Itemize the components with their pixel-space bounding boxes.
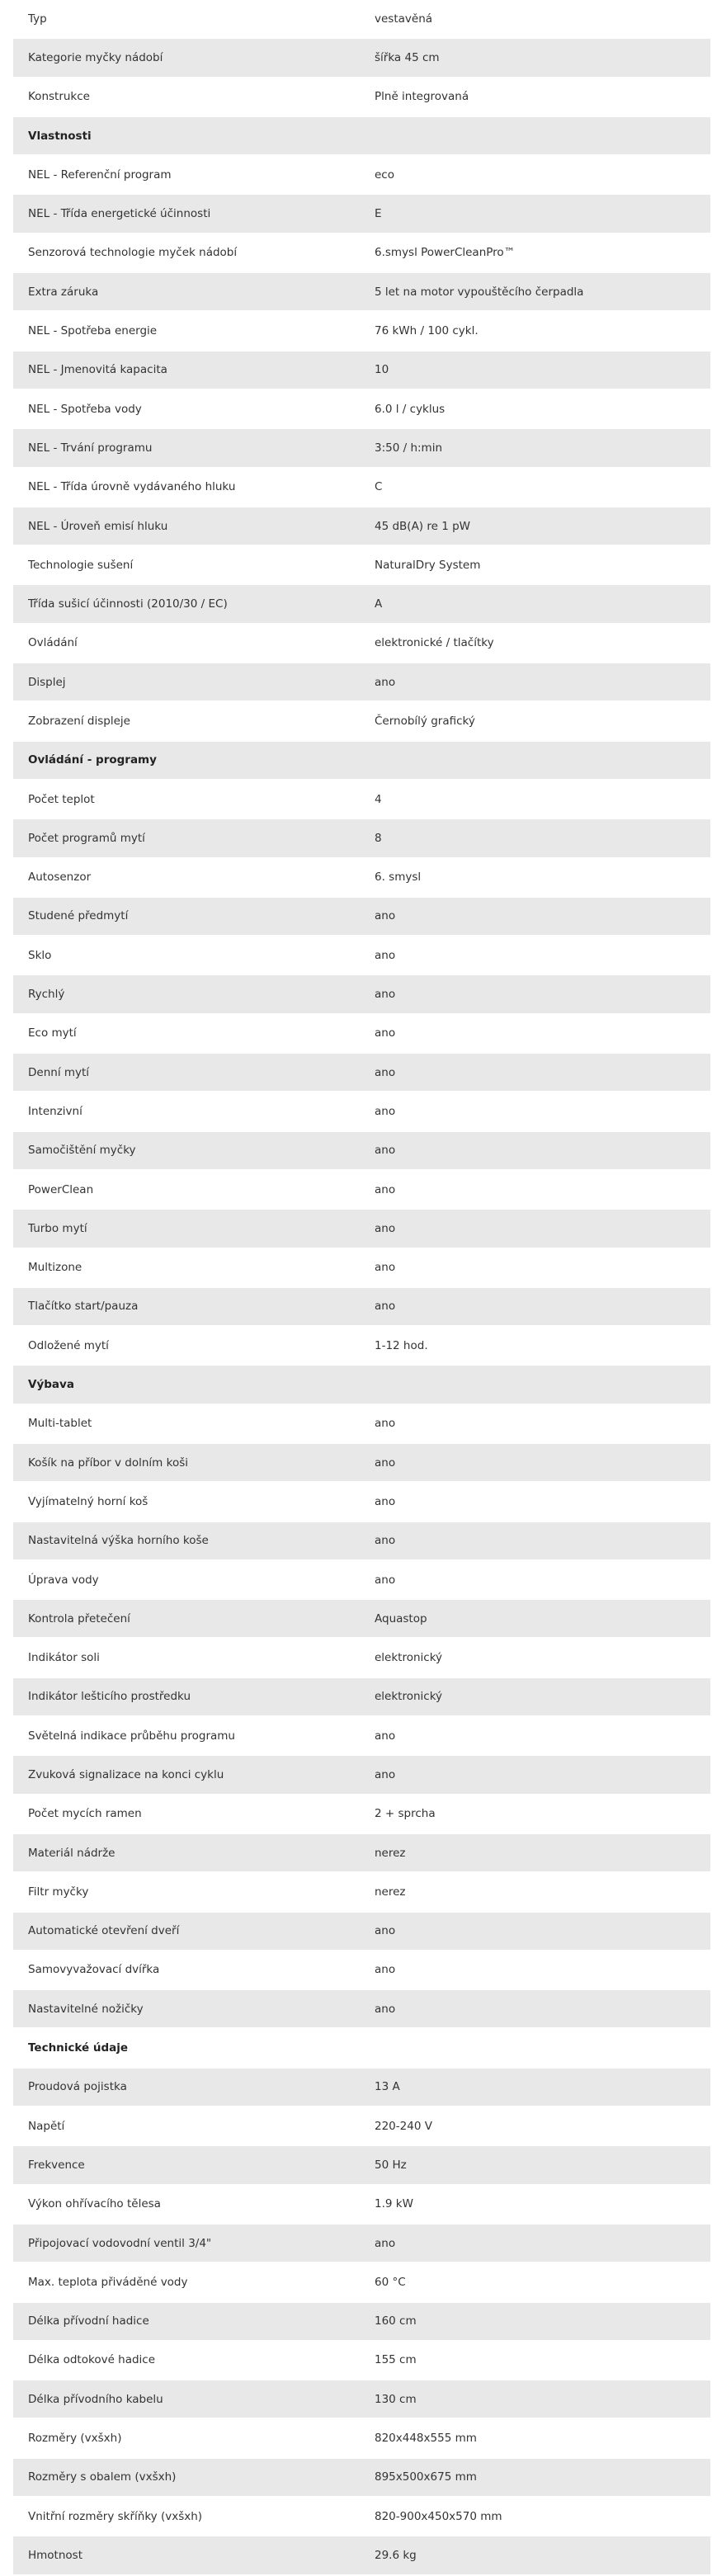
- spec-value: ano: [375, 1065, 396, 1079]
- spec-name: Studené předmytí: [28, 909, 129, 923]
- spec-row: [13, 469, 710, 507]
- spec-value: 1.9 kW: [375, 2197, 413, 2211]
- spec-name: Multi-tablet: [28, 1417, 92, 1431]
- spec-value: 45 dB(A) re 1 pW: [375, 519, 471, 533]
- spec-name: Délka přívodního kabelu: [28, 2392, 163, 2406]
- spec-row: [13, 234, 710, 273]
- spec-value: ano: [375, 1768, 396, 1781]
- spec-name: Filtr myčky: [28, 1885, 89, 1899]
- spec-name: Rozměry s obalem (vxšxh): [28, 2470, 177, 2484]
- spec-row: [13, 546, 710, 585]
- spec-name: Automatické otevření dveří: [28, 1924, 180, 1938]
- spec-name: Materiál nádrže: [28, 1846, 116, 1860]
- spec-row: [13, 1054, 710, 1092]
- spec-name: Odložené mytí: [28, 1338, 109, 1352]
- spec-row: [13, 78, 710, 117]
- spec-name: Počet mycích ramen: [28, 1807, 142, 1821]
- spec-row: [13, 1483, 710, 1522]
- spec-row: [13, 1561, 710, 1600]
- section-header-row: [13, 2029, 710, 2068]
- spec-value: ano: [375, 909, 396, 923]
- spec-row: [13, 2107, 710, 2146]
- spec-row: [13, 1600, 710, 1639]
- spec-value: vestavěná: [375, 12, 433, 26]
- spec-value: 29.6 kg: [375, 2548, 417, 2562]
- spec-row: [13, 937, 710, 975]
- spec-row: [13, 2498, 710, 2536]
- spec-name: Vyjímatelný horní koš: [28, 1494, 149, 1508]
- spec-name: Konstrukce: [28, 90, 90, 104]
- spec-row: [13, 1756, 710, 1795]
- spec-name: Kategorie myčky nádobí: [28, 50, 163, 64]
- spec-name: Senzorová technologie myček nádobí: [28, 246, 238, 260]
- spec-row: [13, 1171, 710, 1210]
- spec-value: 13 A: [375, 2080, 400, 2094]
- spec-value: elektronický: [375, 1651, 443, 1665]
- spec-row: [13, 819, 710, 858]
- spec-row: [13, 2459, 710, 2498]
- spec-row: [13, 1678, 710, 1717]
- spec-value: E: [375, 207, 382, 221]
- spec-row: [13, 585, 710, 624]
- spec-name: Denní mytí: [28, 1065, 90, 1079]
- spec-value: ano: [375, 1534, 396, 1548]
- spec-name: NEL - Jmenovitá kapacita: [28, 363, 167, 377]
- spec-row: [13, 273, 710, 312]
- spec-name: NEL - Spotřeba vody: [28, 402, 142, 416]
- spec-name: PowerClean: [28, 1182, 94, 1196]
- spec-value: 2 + sprcha: [375, 1807, 436, 1821]
- spec-value: 60 °C: [375, 2275, 406, 2289]
- spec-name: Napětí: [28, 2119, 65, 2133]
- spec-row: [13, 39, 710, 78]
- spec-row: [13, 351, 710, 390]
- spec-value: ano: [375, 2002, 396, 2016]
- spec-name: Eco mytí: [28, 1026, 77, 1040]
- spec-name: NEL - Spotřeba energie: [28, 324, 158, 338]
- spec-row: [13, 429, 710, 468]
- spec-table: [13, 0, 710, 2576]
- spec-row: [13, 507, 710, 546]
- spec-name: Tlačítko start/pauza: [28, 1300, 139, 1314]
- spec-row: [13, 1015, 710, 1054]
- spec-row: [13, 1288, 710, 1327]
- spec-row: [13, 975, 710, 1014]
- spec-value: ano: [375, 1261, 396, 1275]
- spec-name: Zvuková signalizace na konci cyklu: [28, 1768, 224, 1781]
- spec-value: šířka 45 cm: [375, 50, 440, 64]
- spec-value: ano: [375, 2236, 396, 2250]
- spec-row: [13, 1873, 710, 1912]
- spec-row: [13, 898, 710, 937]
- spec-value: 820-900x450x570 mm: [375, 2509, 502, 2523]
- spec-row: [13, 1210, 710, 1248]
- spec-value: 4: [375, 792, 382, 806]
- spec-name: Indikátor lešticího prostředku: [28, 1690, 191, 1704]
- spec-name: Sklo: [28, 948, 52, 962]
- spec-value: ano: [375, 948, 396, 962]
- spec-name: Třída sušicí účinnosti (2010/30 / EC): [28, 597, 228, 611]
- spec-row: [13, 2419, 710, 2458]
- spec-row: [13, 156, 710, 195]
- spec-row: [13, 1327, 710, 1366]
- spec-value: ano: [375, 1729, 396, 1743]
- spec-name: Připojovací vodovodní ventil 3/4": [28, 2236, 212, 2250]
- spec-row: [13, 1990, 710, 2029]
- spec-row: [13, 625, 710, 663]
- spec-name: Rychlý: [28, 988, 65, 1002]
- spec-name: Frekvence: [28, 2158, 85, 2172]
- spec-row: [13, 1405, 710, 1444]
- spec-row: [13, 1092, 710, 1131]
- spec-row: [13, 781, 710, 819]
- spec-name: Vnitřní rozměry skříňky (vxšxh): [28, 2509, 203, 2523]
- spec-row: [13, 390, 710, 429]
- spec-name: Extra záruka: [28, 285, 99, 299]
- spec-value: ano: [375, 1573, 396, 1587]
- spec-value: 76 kWh / 100 cykl.: [375, 324, 479, 338]
- spec-value: ano: [375, 1144, 396, 1158]
- spec-name: Rozměry (vxšxh): [28, 2432, 122, 2446]
- spec-value: elektronické / tlačítky: [375, 636, 494, 650]
- section-title: Technické údaje: [28, 2041, 129, 2055]
- spec-row: [13, 1444, 710, 1483]
- spec-name: Multizone: [28, 1261, 83, 1275]
- spec-name: Samovyvažovací dvířka: [28, 1963, 160, 1977]
- spec-name: Košík na příbor v dolním koši: [28, 1455, 188, 1470]
- spec-value: Černobílý grafický: [375, 714, 475, 728]
- spec-value: ano: [375, 1026, 396, 1040]
- spec-name: Nastavitelná výška horního koše: [28, 1534, 209, 1548]
- spec-value: ano: [375, 1104, 396, 1118]
- spec-value: NaturalDry System: [375, 558, 481, 572]
- spec-row: [13, 2342, 710, 2380]
- spec-value: nerez: [375, 1885, 406, 1899]
- spec-value: ano: [375, 988, 396, 1002]
- spec-row: [13, 1951, 710, 1990]
- spec-value: eco: [375, 167, 394, 182]
- spec-value: 820x448x555 mm: [375, 2432, 477, 2446]
- section-header-row: [13, 742, 710, 781]
- spec-name: Samočištění myčky: [28, 1144, 136, 1158]
- spec-row: [13, 2536, 710, 2575]
- spec-row: [13, 702, 710, 741]
- spec-row: [13, 1522, 710, 1561]
- spec-value: ano: [375, 1494, 396, 1508]
- spec-row: [13, 0, 710, 39]
- spec-value: 6.smysl PowerCleanPro™: [375, 246, 516, 260]
- spec-value: ano: [375, 675, 396, 689]
- spec-value: ano: [375, 1417, 396, 1431]
- spec-name: Nastavitelné nožičky: [28, 2002, 144, 2016]
- spec-value: C: [375, 480, 383, 494]
- spec-value: 130 cm: [375, 2392, 417, 2406]
- spec-value: ano: [375, 1924, 396, 1938]
- spec-row: [13, 2069, 710, 2107]
- spec-row: [13, 1639, 710, 1677]
- section-title: Výbava: [28, 1378, 74, 1392]
- spec-name: Displej: [28, 675, 66, 689]
- spec-name: Kontrola přetečení: [28, 1611, 130, 1625]
- spec-value: nerez: [375, 1846, 406, 1860]
- spec-value: 1-12 hod.: [375, 1338, 428, 1352]
- spec-row: [13, 1795, 710, 1834]
- spec-value: 8: [375, 831, 382, 845]
- spec-value: Plně integrovaná: [375, 90, 469, 104]
- spec-name: Indikátor soli: [28, 1651, 100, 1665]
- spec-value: 220-240 V: [375, 2119, 432, 2133]
- section-title: Vlastnosti: [28, 129, 92, 143]
- spec-name: Délka přívodní hadice: [28, 2314, 149, 2328]
- spec-row: [13, 2186, 710, 2225]
- spec-row: [13, 2263, 710, 2302]
- spec-value: 6. smysl: [375, 870, 422, 885]
- spec-name: NEL - Třída úrovně vydávaného hluku: [28, 480, 236, 494]
- spec-value: Aquastop: [375, 1611, 427, 1625]
- spec-value: 10: [375, 363, 389, 377]
- spec-name: Turbo mytí: [28, 1221, 87, 1235]
- spec-name: Ovládání: [28, 636, 78, 650]
- spec-name: Max. teplota přiváděné vody: [28, 2275, 188, 2289]
- spec-name: NEL - Třída energetické účinnosti: [28, 207, 211, 221]
- spec-name: Výkon ohřívacího tělesa: [28, 2197, 161, 2211]
- spec-row: [13, 2146, 710, 2185]
- section-title: Ovládání - programy: [28, 753, 157, 767]
- spec-value: 50 Hz: [375, 2158, 407, 2172]
- spec-row: [13, 1717, 710, 1756]
- spec-value: A: [375, 597, 383, 611]
- spec-row: [13, 663, 710, 702]
- spec-name: Typ: [28, 12, 47, 26]
- spec-value: 155 cm: [375, 2353, 417, 2367]
- spec-name: Světelná indikace průběhu programu: [28, 1729, 235, 1743]
- spec-row: [13, 1249, 710, 1288]
- spec-value: ano: [375, 1221, 396, 1235]
- spec-name: NEL - Referenční program: [28, 167, 172, 182]
- spec-name: Intenzivní: [28, 1104, 83, 1118]
- section-header-row: [13, 117, 710, 156]
- spec-name: Úprava vody: [28, 1573, 99, 1587]
- spec-name: NEL - Úroveň emisí hluku: [28, 519, 168, 533]
- spec-value: 5 let na motor vypouštěcího čerpadla: [375, 285, 584, 299]
- spec-row: [13, 1913, 710, 1951]
- spec-row: [13, 2303, 710, 2342]
- spec-value: 6.0 l / cyklus: [375, 402, 446, 416]
- spec-name: Délka odtokové hadice: [28, 2353, 156, 2367]
- spec-name: Autosenzor: [28, 870, 92, 885]
- spec-value: 160 cm: [375, 2314, 417, 2328]
- spec-value: 895x500x675 mm: [375, 2470, 477, 2484]
- spec-value: ano: [375, 1182, 396, 1196]
- spec-value: ano: [375, 1455, 396, 1470]
- spec-row: [13, 1132, 710, 1171]
- spec-name: Proudová pojistka: [28, 2080, 127, 2094]
- spec-value: elektronický: [375, 1690, 443, 1704]
- spec-name: Počet teplot: [28, 792, 95, 806]
- spec-value: ano: [375, 1963, 396, 1977]
- spec-name: Zobrazení displeje: [28, 714, 130, 728]
- spec-row: [13, 195, 710, 234]
- spec-row: [13, 312, 710, 351]
- spec-row: [13, 859, 710, 898]
- section-header-row: [13, 1366, 710, 1404]
- spec-name: Hmotnost: [28, 2548, 83, 2562]
- spec-value: ano: [375, 1300, 396, 1314]
- spec-row: [13, 2380, 710, 2419]
- spec-name: Počet programů mytí: [28, 831, 145, 845]
- spec-name: Technologie sušení: [28, 558, 134, 572]
- spec-row: [13, 1834, 710, 1873]
- spec-name: NEL - Trvání programu: [28, 441, 153, 455]
- spec-value: 3:50 / h:min: [375, 441, 443, 455]
- spec-row: [13, 2225, 710, 2263]
